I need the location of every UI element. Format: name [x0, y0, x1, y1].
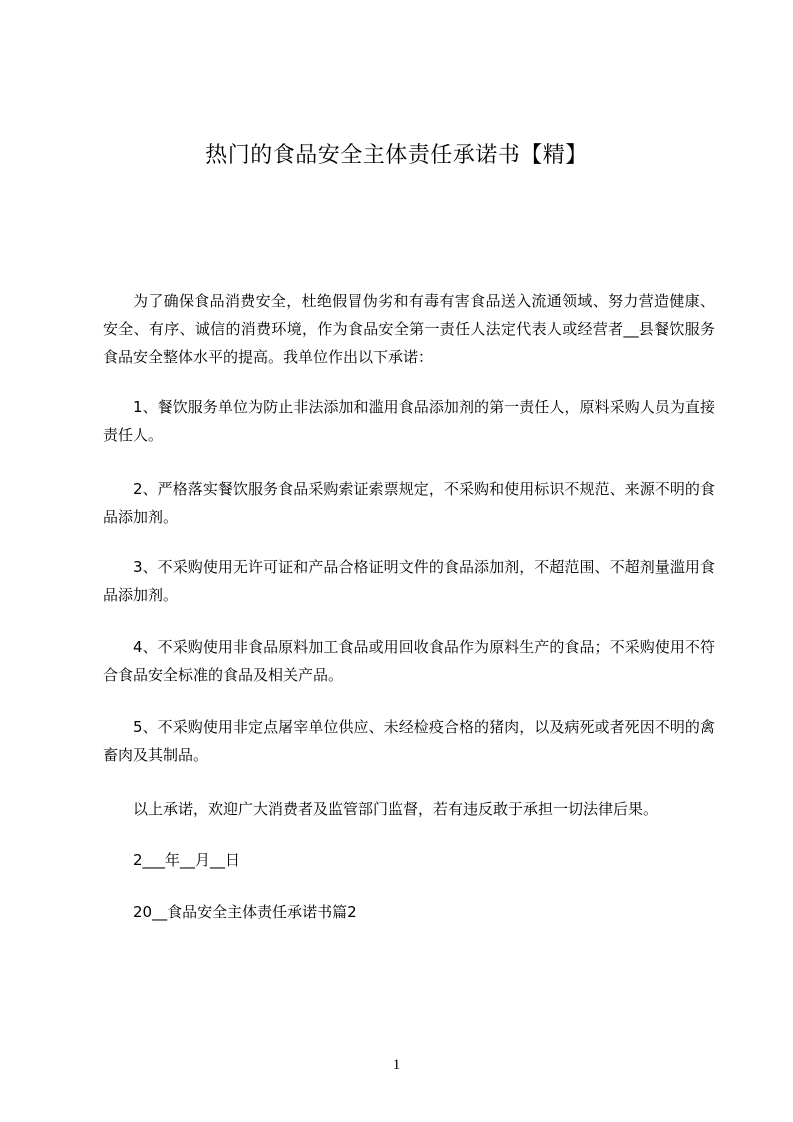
page-number: 1	[392, 1057, 401, 1073]
commitment-item-1: 1、餐饮服务单位为防止非法添加和滥用食品添加剂的第一责任人，原料采购人员为直接责任人。	[103, 398, 715, 444]
commitment-item-5: 5、不采购使用非定点屠宰单位供应、未经检疫合格的猪肉，以及病死或者死因不明的禽畜肉及其制品。	[103, 718, 715, 764]
intro-paragraph: 为了确保食品消费安全，杜绝假冒伪劣和有毒有害食品送入流通领域、努力营造健康、安全、有序、诚信的消费环境，作为食品安全第一责任人法定代表人或经营者__县餐饮服务食品安全整体水平的提高。我单位作出以下承诺：	[103, 292, 715, 366]
commitment-item-4: 4、不采购使用非食品原料加工食品或用回收食品作为原料生产的食品；不采购使用不符合食品安全标准的食品及相关产品。	[103, 638, 715, 684]
commitment-item-2: 2、严格落实餐饮服务食品采购索证索票规定，不采购和使用标识不规范、来源不明的食品添加剂。	[103, 480, 715, 526]
closing-paragraph: 以上承诺，欢迎广大消费者及监管部门监督，若有违反敢于承担一切法律后果。	[133, 800, 659, 818]
commitment-item-3: 3、不采购使用无许可证和产品合格证明文件的食品添加剂，不超范围、不超剂量滥用食品添加剂。	[103, 558, 715, 604]
next-section-heading: 20__食品安全主体责任承诺书篇2	[133, 903, 357, 921]
document-title: 热门的食品安全主体责任承诺书【精】	[205, 143, 588, 168]
date-line: 2___年__月__日	[133, 851, 241, 869]
